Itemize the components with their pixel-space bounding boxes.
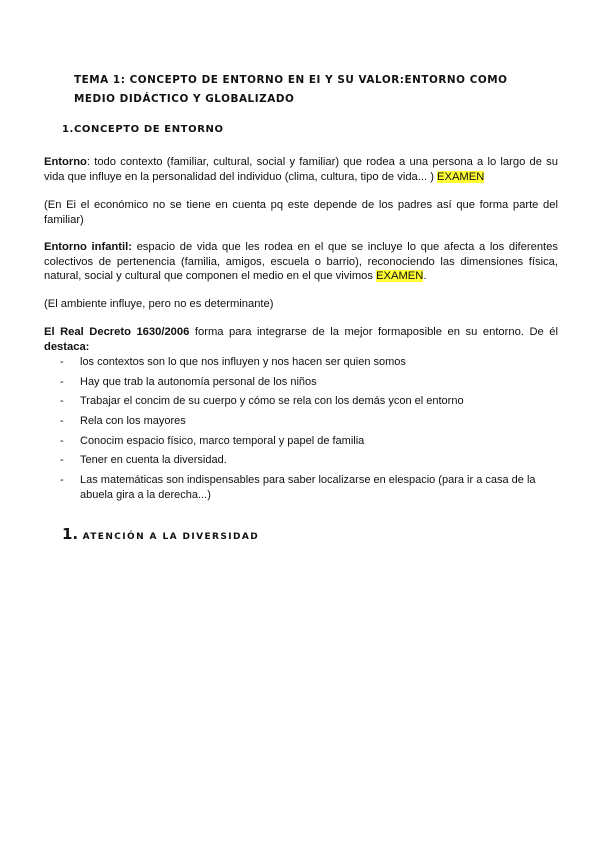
list-item-text: los contextos son lo que nos influyen y nos hacen ser quien somos — [80, 356, 406, 368]
list-item-text: Hay que trab la autonomía personal de los niños — [80, 375, 317, 388]
dash-bullet: - — [60, 395, 64, 408]
list-item-text: Conocim espacio físico, marco temporal y papel de familia — [80, 434, 365, 447]
definition-entorno-infantil: espacio de vida que les rodea en el que se incluye lo que afecta a los diferentes colectivos de pertenencia (familia, amigos, escuela o barrio), reconociendo las dimensiones física, natural, social y cultural que componen el medio en el que vivimos — [44, 241, 558, 282]
term-entorno-infantil: Entorno infantil: — [44, 241, 132, 253]
section-heading-concepto: 1.CONCEPTO DE ENTORNO — [62, 124, 224, 135]
real-decreto-text: forma para integrarse de la mejor formaposible en su entorno. De él — [189, 326, 559, 338]
list-item — [60, 375, 560, 390]
term-destaca: destaca: — [44, 340, 90, 353]
term-real-decreto: El Real Decreto 1630/2006 — [44, 326, 190, 338]
list-item-text: Tener en cuenta la diversidad. — [80, 454, 227, 467]
list-item-text: Trabajar el concim de su cuerpo y cómo se rela con los demás ycon el entorno — [80, 395, 464, 408]
dash-bullet: - — [60, 356, 64, 368]
paragraph-ambiente-note: (El ambiente influye, pero no es determinante) — [44, 298, 274, 310]
list-item — [60, 473, 560, 502]
list-item — [60, 414, 560, 429]
term-entorno: Entorno — [44, 156, 87, 168]
definition-entorno: : todo contexto (familiar, cultural, social y familiar) que rodea a una persona a lo largo de su vida que influye en la personalidad del individuo (clima, cultura, tipo de vida... ) — [44, 156, 558, 183]
paragraph-entorno — [44, 155, 558, 184]
document-title: TEMA 1: CONCEPTO DE ENTORNO EN EI Y SU VALOR:ENTORNO COMO MEDIO DIDÁCTICO Y GLOBALIZADO — [74, 74, 508, 105]
exam-highlight: EXAMEN — [437, 170, 485, 183]
list-item — [60, 394, 560, 409]
paragraph-economico-note: (En Ei el económico no se tiene en cuenta pq este depende de los padres así que forma parte del familiar) — [44, 199, 558, 226]
paragraph-entorno-infantil — [44, 240, 558, 284]
dash-bullet: - — [60, 434, 64, 447]
list-item — [60, 434, 560, 449]
dash-bullet: - — [60, 415, 64, 428]
list-item-text: Rela con los mayores — [80, 415, 186, 428]
section-number: 1. — [62, 525, 79, 543]
dash-bullet: - — [60, 474, 64, 487]
list-item-text: Las matemáticas son indispensables para saber localizarse en elespacio (para ir a casa de la abuela gira a la derecha...) — [80, 474, 536, 501]
dash-bullet: - — [60, 375, 64, 388]
dash-bullet: - — [60, 454, 64, 467]
list-item — [60, 355, 560, 370]
exam-highlight: EXAMEN — [376, 270, 424, 282]
section-heading-diversidad — [62, 525, 259, 544]
list-item — [60, 453, 560, 468]
bullet-list — [60, 355, 560, 507]
sentence-end: . — [423, 270, 427, 282]
section-title: ATENCIÓN A LA DIVERSIDAD — [82, 532, 260, 542]
paragraph-real-decreto — [44, 325, 558, 354]
